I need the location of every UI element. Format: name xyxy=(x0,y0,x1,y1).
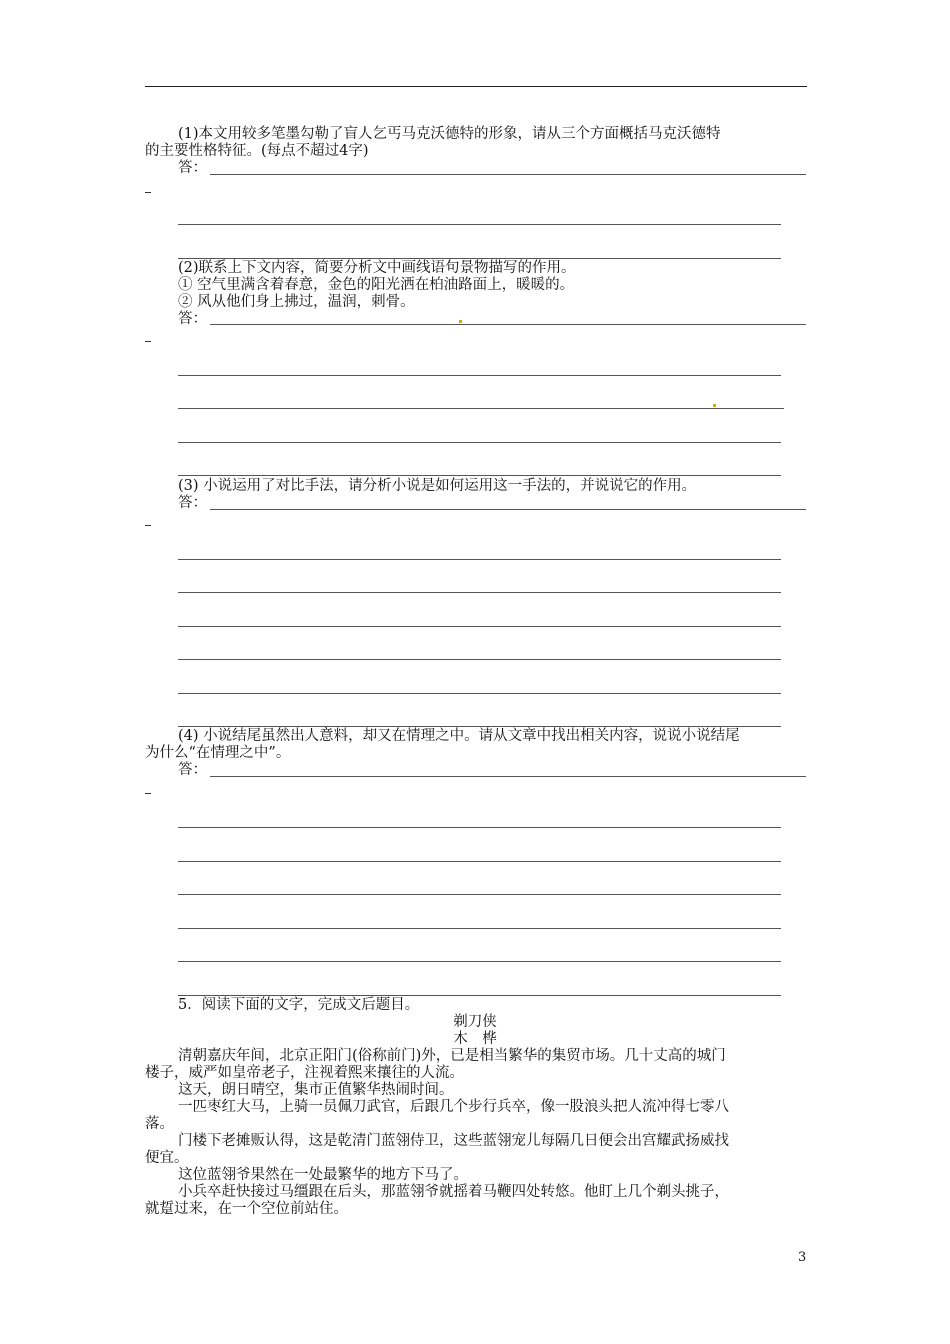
q3-answer-line xyxy=(178,659,781,660)
story-paragraph: 楼子，威严如皇帝老子，注视着熙来攘往的人流。 xyxy=(145,1065,464,1081)
story-paragraph: 这位蓝翎爷果然在一处最繁华的地方下马了。 xyxy=(178,1167,468,1183)
margin-dash xyxy=(145,341,151,342)
q2-answer-line xyxy=(210,324,806,325)
q2-line1: (2)联系上下文内容，简要分析文中画线语句景物描写的作用。 xyxy=(178,260,576,276)
q4-line2: 为什么“在情理之中”。 xyxy=(145,745,291,761)
q3-answer-line xyxy=(178,693,781,694)
story-paragraph: 便宜。 xyxy=(145,1150,189,1166)
q3-answer-line xyxy=(178,592,781,593)
header-rule xyxy=(145,86,807,87)
page-number: 3 xyxy=(798,1250,807,1265)
q1-answer-line xyxy=(178,224,781,225)
q4-answer-line xyxy=(178,928,781,929)
artifact-dot xyxy=(713,404,716,407)
q4-answer-line xyxy=(178,861,781,862)
q1-answer-label: 答： xyxy=(178,160,207,176)
q4-answer-line xyxy=(178,995,781,996)
q2-item2: ② 风从他们身上拂过，温润，刺骨。 xyxy=(178,294,415,310)
margin-dash xyxy=(145,793,151,794)
q1-answer-line xyxy=(178,258,781,259)
q3-answer-line xyxy=(210,509,806,510)
q4-answer-line xyxy=(178,894,781,895)
q1-answer-line xyxy=(210,174,806,175)
q4-answer-line xyxy=(178,827,781,828)
q4-answer-line xyxy=(210,776,806,777)
q2-answer-line xyxy=(178,475,781,476)
q4-answer-label: 答： xyxy=(178,762,207,778)
q1-line1: (1)本文用较多笔墨勾勒了盲人乞丐马克沃德特的形象，请从三个方面概括马克沃德特 xyxy=(178,126,721,142)
q2-item1: ① 空气里满含着春意，金色的阳光洒在柏油路面上，暖暖的。 xyxy=(178,277,575,293)
q2-answer-label: 答： xyxy=(178,311,207,327)
story-paragraph: 这天，朗日晴空，集市正值繁华热闹时间。 xyxy=(178,1082,454,1098)
q3-answer-line xyxy=(178,626,781,627)
story-paragraph: 小兵卒赶快接过马缰跟在后头，那蓝翎爷就摇着马鞭四处转悠。他盯上几个剃头挑子， xyxy=(178,1184,729,1200)
q2-answer-line xyxy=(178,375,781,376)
q3-answer-label: 答： xyxy=(178,495,207,511)
margin-dash xyxy=(145,525,151,526)
artifact-dot xyxy=(459,320,462,323)
story-paragraph: 落。 xyxy=(145,1116,174,1132)
story-title: 剃刀侠 xyxy=(453,1014,497,1030)
q3-answer-line xyxy=(178,559,781,560)
story-paragraph: 就踅过来，在一个空位前站住。 xyxy=(145,1201,348,1217)
q2-answer-line xyxy=(178,408,784,409)
story-paragraph: 门楼下老摊贩认得，这是乾清门蓝翎侍卫，这些蓝翎宠儿每隔几日便会出宫耀武扬威找 xyxy=(178,1133,729,1149)
q4-line1: (4) 小说结尾虽然出人意料，却又在情理之中。请从文章中找出相关内容，说说小说结尾 xyxy=(178,728,740,744)
story-paragraph: 一匹枣红大马，上骑一员佩刀武官，后跟几个步行兵卒，像一股浪头把人流冲得七零八 xyxy=(178,1099,729,1115)
story-paragraph: 清朝嘉庆年间，北京正阳门(俗称前门)外，已是相当繁华的集贸市场。几十丈高的城门 xyxy=(178,1048,726,1064)
q2-answer-line xyxy=(178,442,781,443)
margin-dash xyxy=(145,192,151,193)
q3-line1: (3) 小说运用了对比手法，请分析小说是如何运用这一手法的，并说说它的作用。 xyxy=(178,478,697,494)
story-author: 木 桦 xyxy=(453,1031,497,1047)
q1-line2: 的主要性格特征。(每点不超过4字) xyxy=(145,143,369,159)
q3-answer-line xyxy=(178,726,781,727)
q5-intro: 5．阅读下面的文字，完成文后题目。 xyxy=(178,997,420,1013)
q4-answer-line xyxy=(178,961,781,962)
